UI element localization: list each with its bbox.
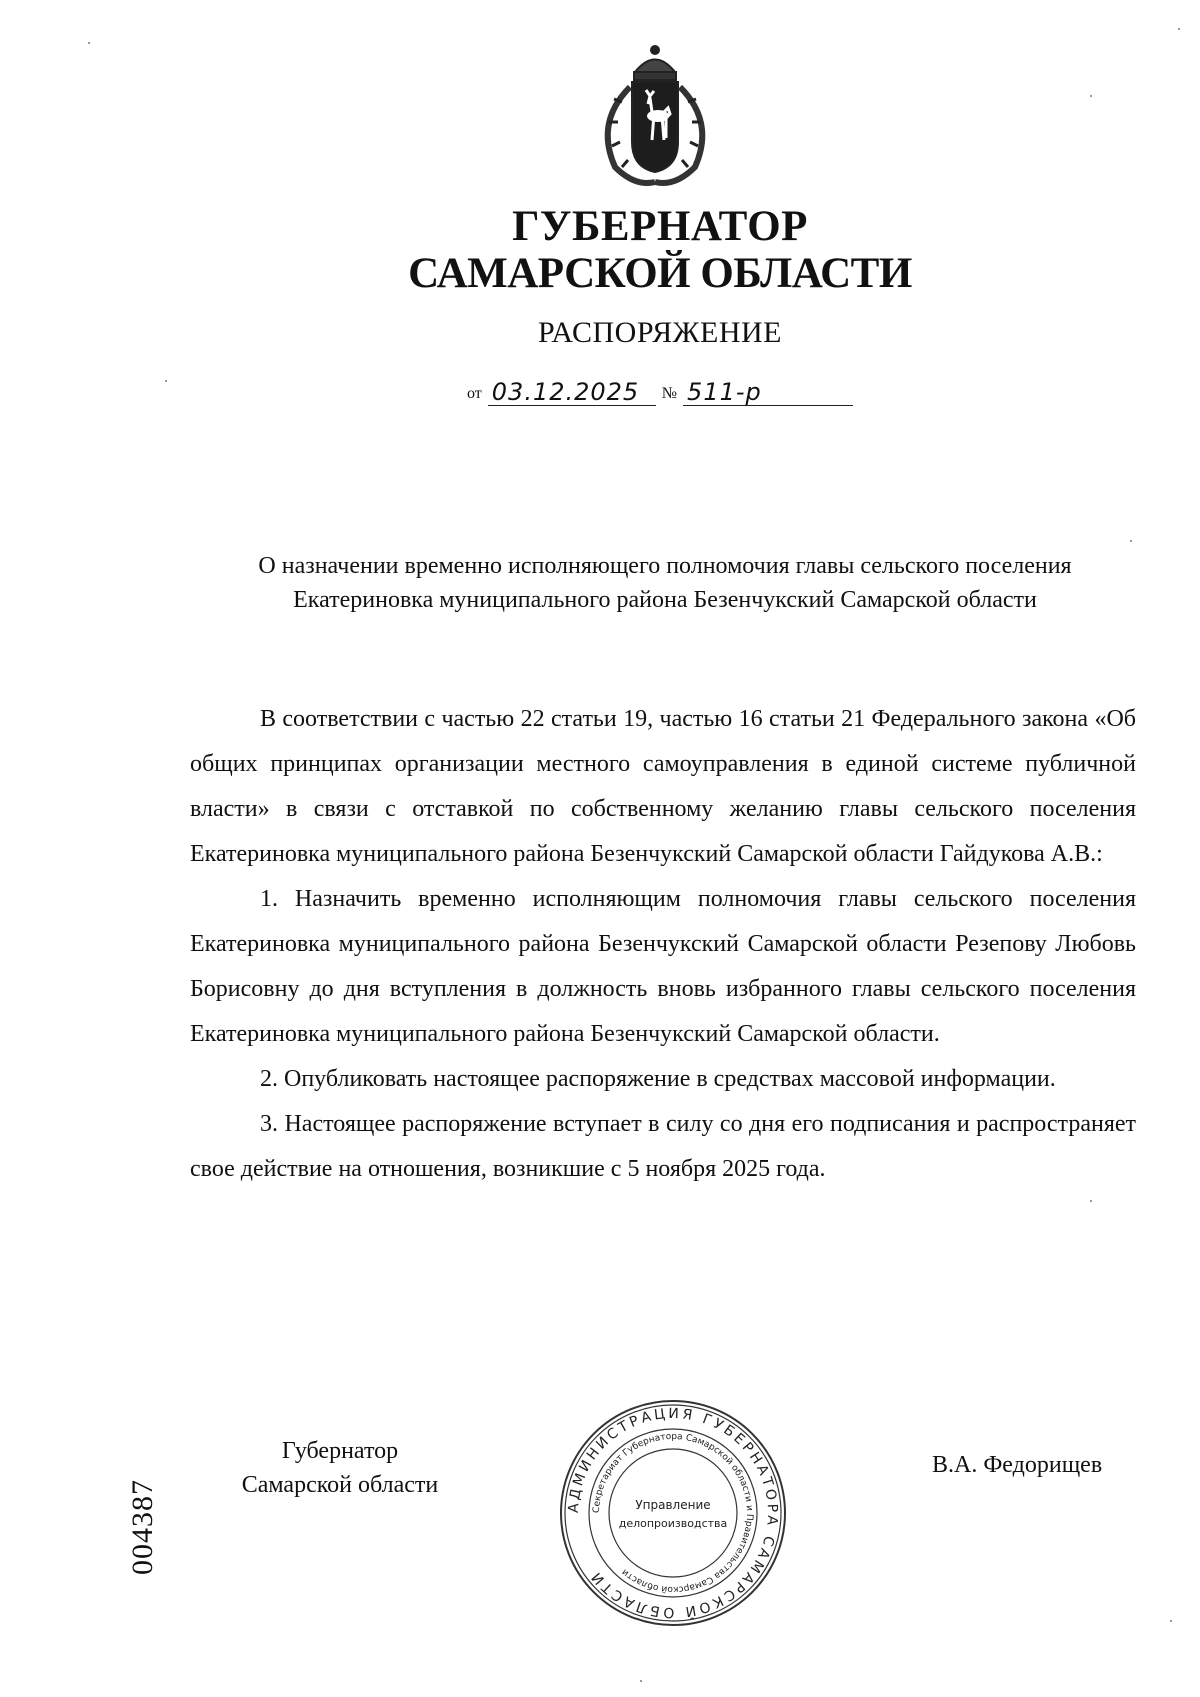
- scan-speck: [1130, 540, 1132, 542]
- position-line: Самарской области: [241, 1472, 439, 1498]
- scan-speck: [88, 42, 90, 44]
- document-number-line: [467, 380, 853, 406]
- scan-speck: [640, 1680, 642, 1682]
- coat-of-arms-icon: [590, 42, 720, 192]
- document-number: 511-р: [683, 380, 853, 406]
- position-line: Губернатор: [281, 1438, 399, 1464]
- preamble-paragraph: В соответствии с частью 22 статьи 19, частью 16 статьи 21 Федерального закона «Об общих принципах организации местного самоуправления в единой системе публичной власти» в связи с отставкой по собственному желанию главы сельского поселения Екатериновка муниципального района Безенчукский Самарской области Гайдукова А.В.:: [190, 706, 1136, 867]
- list-item: 1. Назначить временно исполняющим полномочия главы сельского поселения Екатериновка муниципального района Безенчукский Самарской области Резепову Любовь Борисовну до дня вступления в должность вновь избранного главы сельского поселения Екатериновка муниципального района Безенчукский Самарской области.: [190, 886, 1136, 1047]
- signatory-name: В.А. Федорищев: [932, 1452, 1103, 1478]
- document-type: РАСПОРЯЖЕНИЕ: [537, 316, 783, 349]
- seal-center-line: Управление: [635, 1498, 711, 1512]
- serial-number: 004387: [126, 1479, 159, 1575]
- seal-outer-text: АДМИНИСТРАЦИЯ ГУБЕРНАТОРА САМАРСКОЙ ОБЛАСТИ: [565, 1405, 781, 1621]
- document-date: 03.12.2025: [488, 380, 656, 406]
- official-seal-icon: [555, 1395, 791, 1631]
- issuer-title: ГУБЕРНАТОР: [512, 203, 808, 250]
- scan-speck: [1090, 1200, 1092, 1202]
- date-label: от: [467, 385, 482, 402]
- svg-text:Секретариат Губернатора Самарс: [592, 1432, 754, 1594]
- scan-speck: [1178, 28, 1180, 30]
- seal-center-line: делопроизводства: [618, 1517, 728, 1530]
- number-label: №: [661, 385, 678, 402]
- signatory-position: [220, 1434, 460, 1502]
- list-item: 2. Опубликовать настоящее распоряжение в средствах массовой информации.: [260, 1066, 1056, 1092]
- scan-speck: [1170, 1620, 1172, 1622]
- document-subject: О назначении временно исполняющего полномочия главы сельского поселения Екатериновка муниципального района Безенчукский Самарской области: [258, 553, 1072, 613]
- scan-speck: [165, 380, 167, 382]
- list-item: 3. Настоящее распоряжение вступает в силу со дня его подписания и распространяет свое действие на отношения, возникшие с 5 ноября 2025 года.: [190, 1111, 1136, 1182]
- document-body: [190, 697, 1136, 1192]
- scan-speck: [1090, 95, 1092, 97]
- seal-inner-text: Секретариат Губернатора Самарской области и Правительства Самарской области: [591, 1431, 755, 1595]
- issuer-region: САМАРСКОЙ ОБЛАСТИ: [408, 250, 912, 297]
